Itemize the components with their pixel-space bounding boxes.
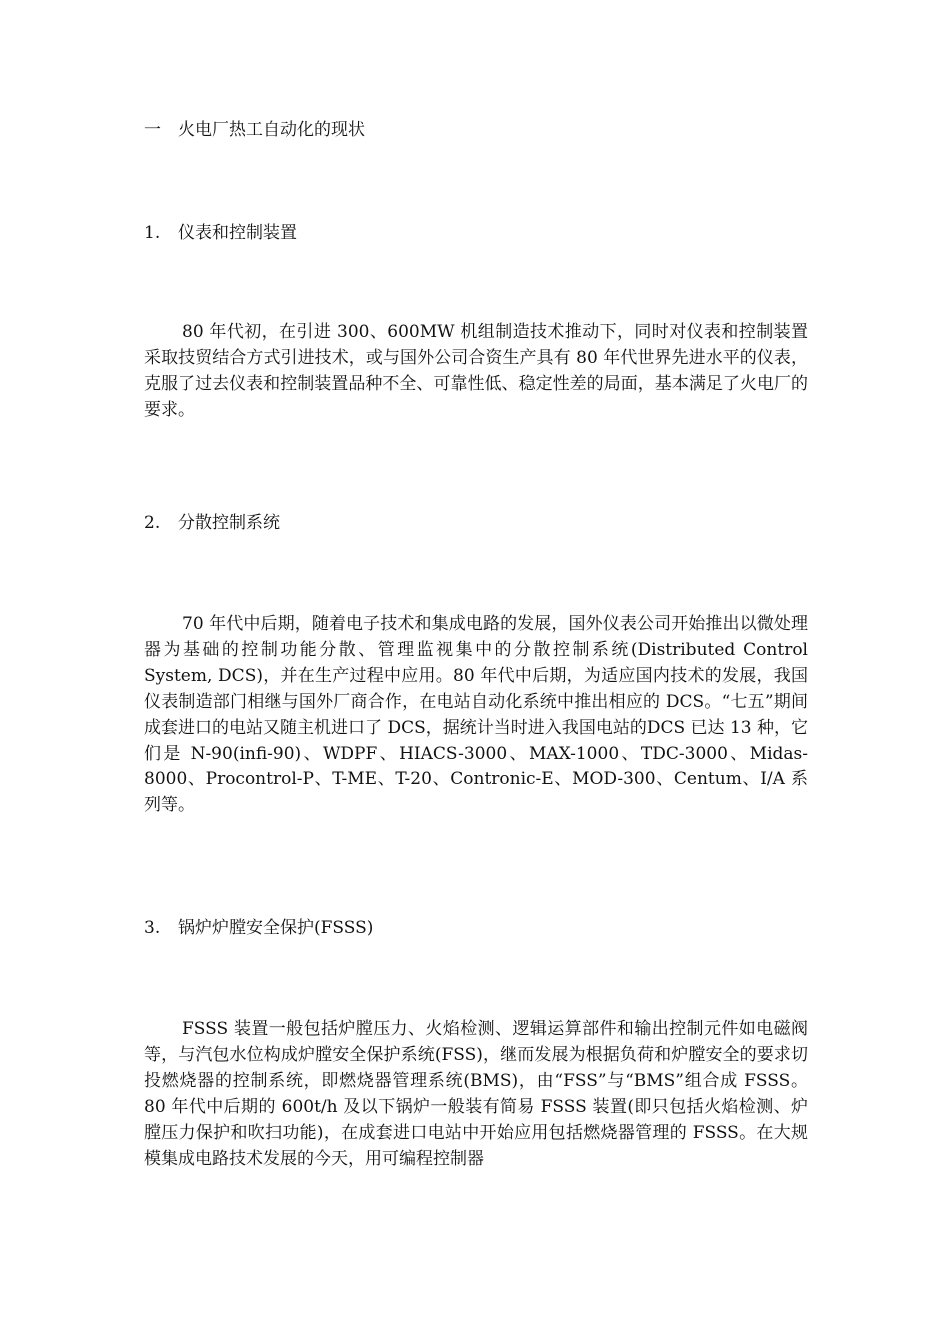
section-title-3: 锅炉炉膛安全保护(FSSS) — [178, 918, 374, 938]
section-heading-3 — [144, 917, 373, 939]
section-number-1: 1. — [144, 223, 161, 243]
section-paragraph-2: 70 年代中后期，随着电子技术和集成电路的发展，国外仪表公司开始推出以微处理器为基础的控制功能分散、管理监视集中的分散控制系统(Distributed Control System, DCS)，并在生产过程中应用。80 年代中后期，为适应国内技术的发展，我国仪表制造部门相继与国外厂商合作，在电站自动化系统中推出相应的 DCS。“七五”期间成套进口的电站又随主机进口了 DCS，据统计当时进入我国电站的DCS 已达 13 种，它们是 N-90(infi-90)、WDPF、HIACS-3000、MAX-1000、TDC-3000、Midas-8000、Procontrol-P、T-ME、T-20、Contronic-E、MOD-300、Centum、I/A 系列等。 — [144, 614, 808, 816]
section-heading-1 — [144, 222, 297, 244]
document-title — [144, 119, 365, 141]
section-title-1: 仪表和控制装置 — [178, 223, 297, 243]
section-number-2: 2. — [144, 513, 161, 533]
section-heading-2 — [144, 512, 280, 534]
section-title-2: 分散控制系统 — [178, 513, 280, 533]
section-number-3: 3. — [144, 918, 161, 938]
title-number: 一 — [144, 120, 161, 140]
title-text: 火电厂热工自动化的现状 — [178, 120, 365, 140]
section-paragraph-3: FSSS 装置一般包括炉膛压力、火焰检测、逻辑运算部件和输出控制元件如电磁阀等，与汽包水位构成炉膛安全保护系统(FSS)，继而发展为根据负荷和炉膛安全的要求切投燃烧器的控制系统，即燃烧器管理系统(BMS)，由“FSS”与“BMS”组合成 FSSS。80 年代中后期的 600t/h 及以下锅炉一般装有简易 FSSS 装置(即只包括火焰检测、炉膛压力保护和吹扫功能)，在成套进口电站中开始应用包括燃烧器管理的 FSSS。在大规模集成电路技术发展的今天，用可编程控制器 — [144, 1019, 808, 1169]
section-paragraph-1: 80 年代初，在引进 300、600MW 机组制造技术推动下，同时对仪表和控制装置采取技贸结合方式引进技术，或与国外公司合资生产具有 80 年代世界先进水平的仪表，克服了过去仪表和控制装置品种不全、可靠性低、稳定性差的局面，基本满足了火电厂的要求。 — [144, 322, 808, 420]
